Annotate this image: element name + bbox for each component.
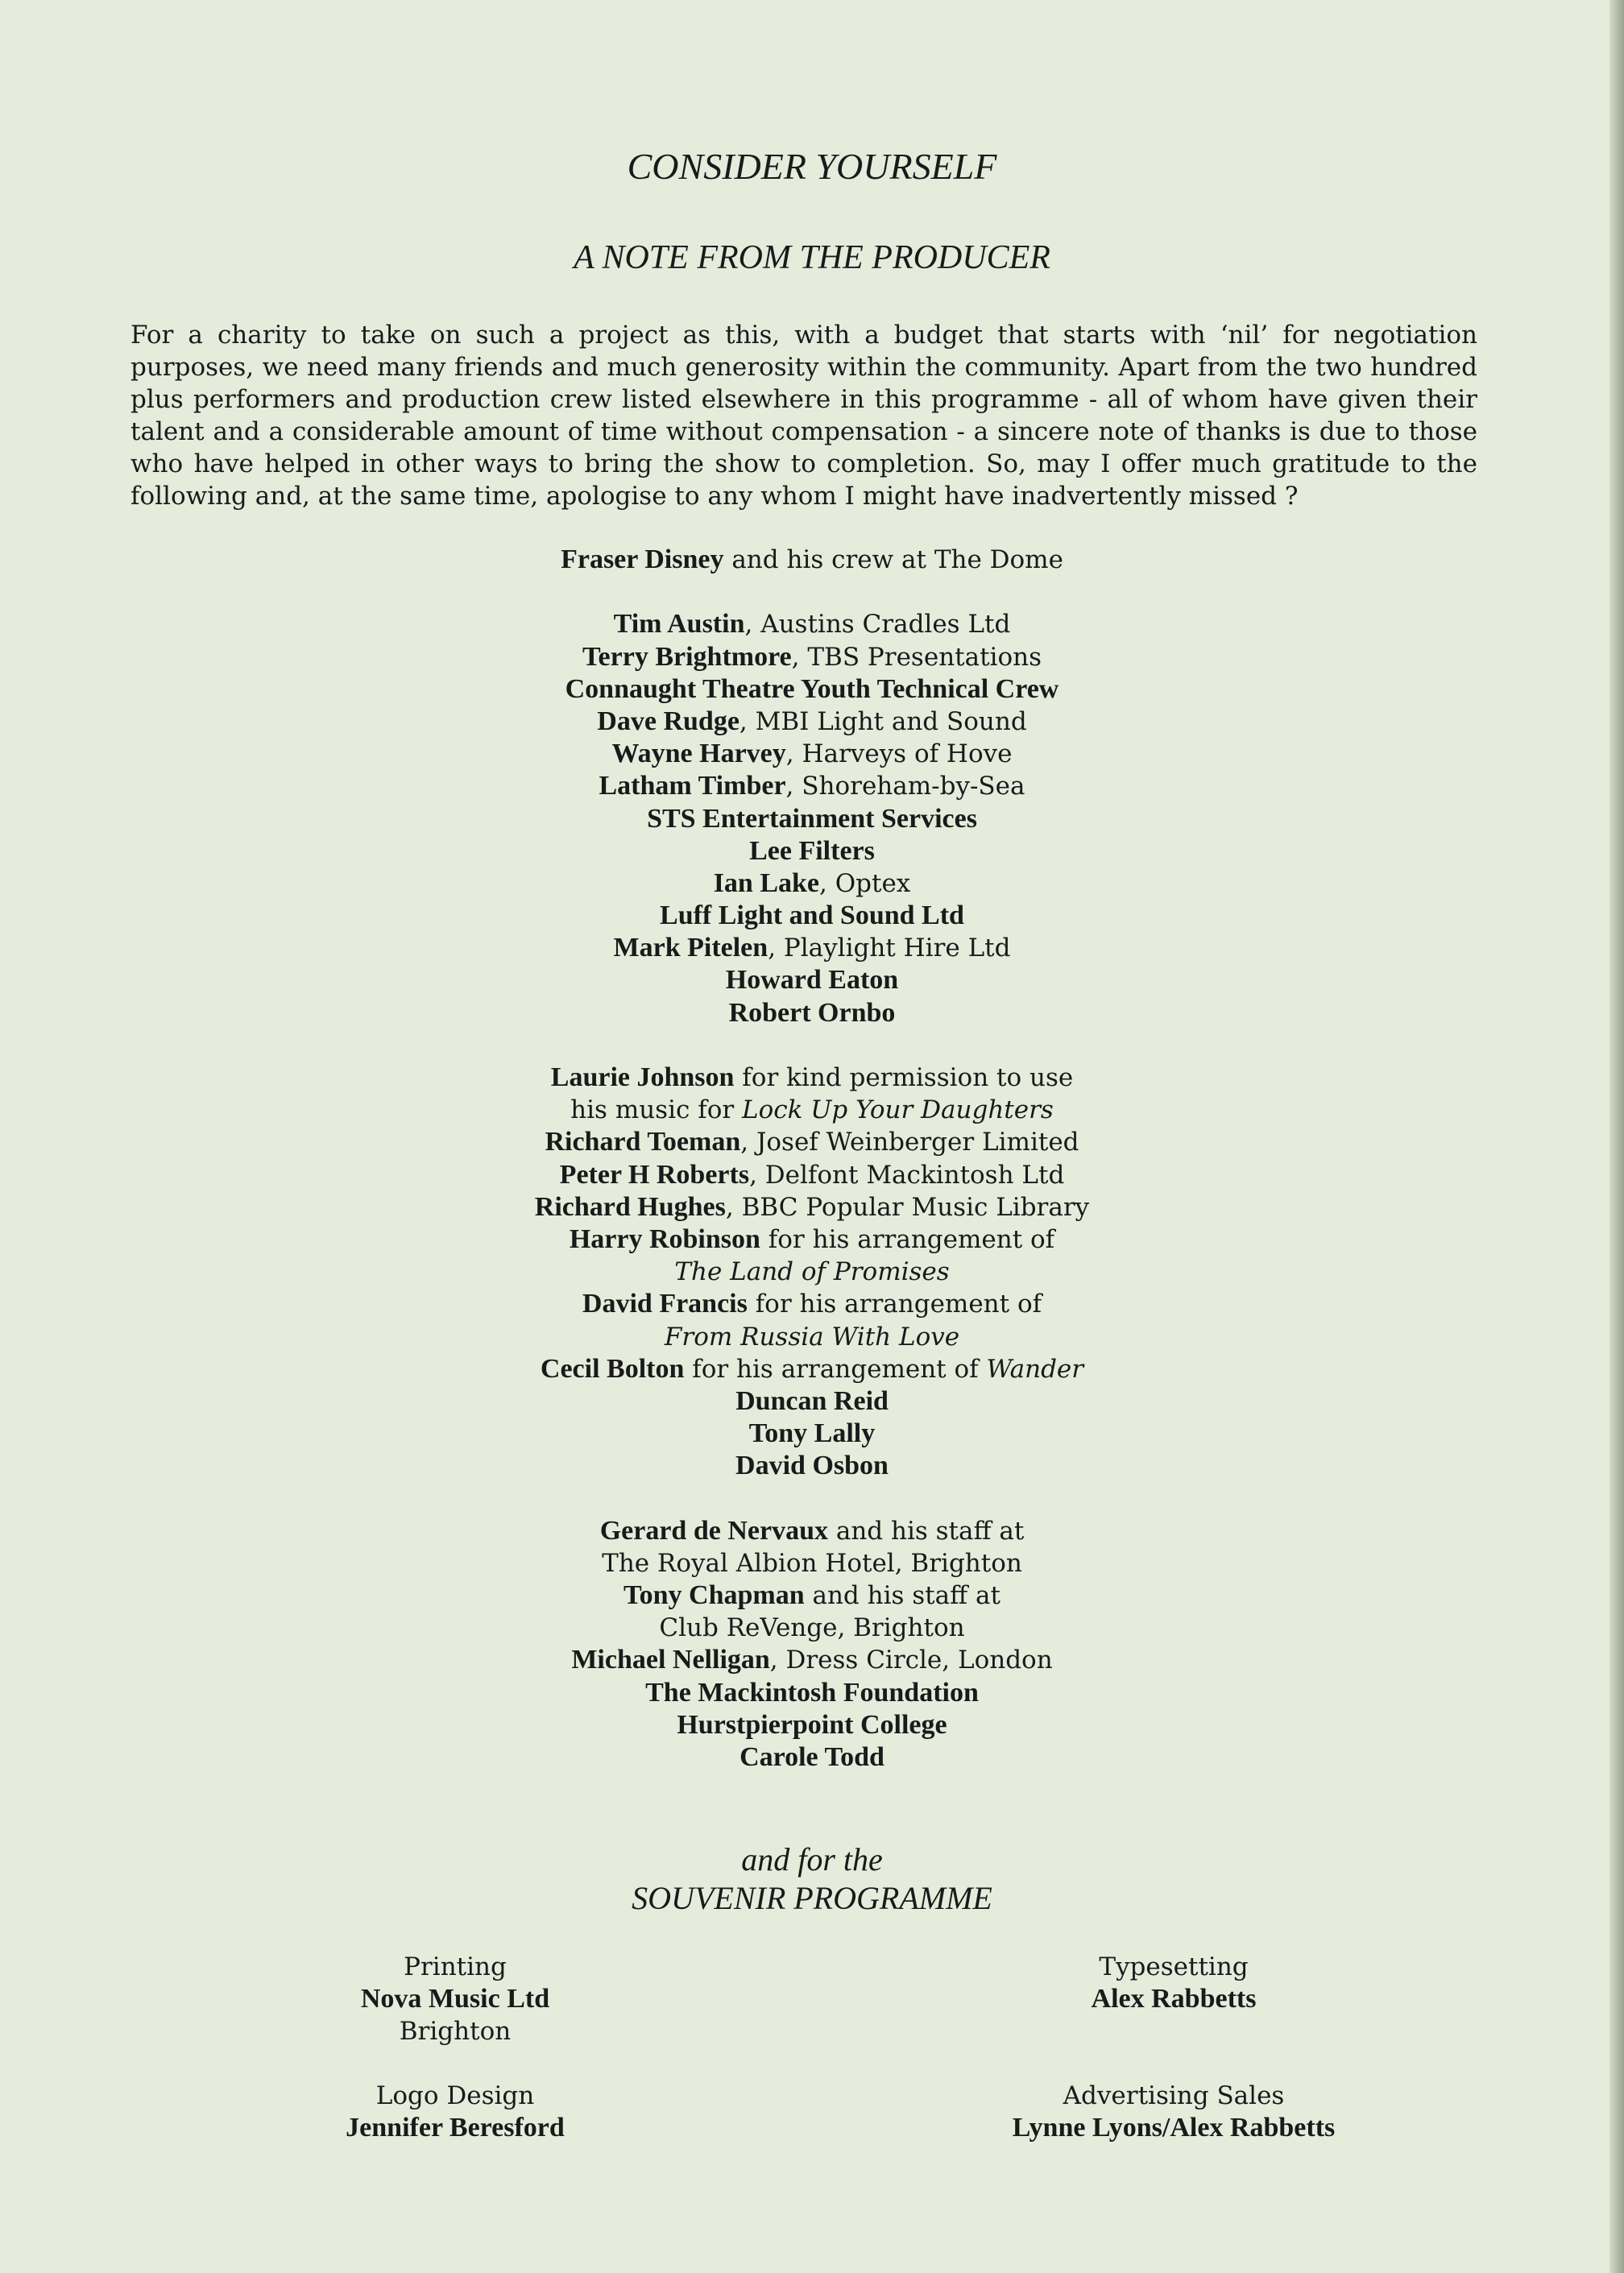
credit-line: The Land of Promises (674, 1257, 950, 1287)
credit-line: Peter H Roberts, Delfont Mackintosh Ltd (559, 1159, 1065, 1190)
credit-line: Tony Chapman and his staff at (624, 1580, 1000, 1610)
souvenir-heading: and for the SOUVENIR PROGRAMME (632, 1841, 992, 1916)
intro-paragraph: For a charity to take on such a project as this, with a budget that starts with ‘nil’ for negotiation purposes, we need many friends and much generosity within the community. Apart from the two hundred plus performers and production crew listed elsewhere in this programme - all of whom have given their talent and a considerable amount of time without compensation - a sincere note of thanks is due to those who have helped in other ways to bring the show to completion. So, may I offer much gratitude to the following and, at the same time, apologise to any whom I might have inadvertently missed ? (130, 321, 1477, 511)
credit-line: Laurie Johnson for kind permission to use (550, 1062, 1074, 1092)
credit-line: Connaught Theatre Youth Technical Crew (565, 673, 1059, 704)
credit-line: Tim Austin, Austins Cradles Ltd (613, 609, 1011, 640)
credit-line: Harry Robinson for his arrangement of (569, 1223, 1055, 1254)
credit-line: Fraser Disney and his crew at The Dome (561, 544, 1063, 574)
credit-line: Robert Ornbo (728, 997, 896, 1028)
credit-line: Club ReVenge, Brighton (659, 1613, 965, 1643)
page-title: CONSIDER YOURSELF (627, 146, 997, 187)
credit-line: Cecil Bolton for his arrangement of Wander (540, 1353, 1084, 1384)
credit-line: The Mackintosh Foundation (645, 1677, 979, 1708)
credit-line: The Royal Albion Hotel, Brighton (602, 1548, 1022, 1578)
credit-line: Dave Rudge, MBI Light and Sound (597, 706, 1027, 736)
credit-line: his music for Lock Up Your Daughters (570, 1095, 1054, 1125)
credit-line: Terry Brightmore, TBS Presentations (582, 641, 1042, 672)
credit-line: Hurstpierpoint College (677, 1709, 947, 1740)
credit-line: Mark Pitelen, Playlight Hire Ltd (613, 933, 1011, 963)
typesetting-credit: Typesetting Alex Rabbetts (1091, 1952, 1257, 2014)
credits-list (0, 544, 1624, 1774)
credit-line: David Osbon (735, 1451, 889, 1481)
credit-line: Richard Toeman, Josef Weinberger Limited (545, 1127, 1079, 1157)
credit-line: Lee Filters (749, 835, 875, 866)
advertising-sales-credit: Advertising Sales Lynne Lyons/Alex Rabbetts (1012, 2081, 1336, 2143)
credit-line: STS Entertainment Services (647, 803, 977, 834)
credit-line: Luff Light and Sound Ltd (660, 901, 964, 931)
credit-line: David Francis for his arrangement of (582, 1289, 1042, 1319)
credit-line: Tony Lally (748, 1418, 876, 1449)
credit-line: Michael Nelligan, Dress Circle, London (571, 1645, 1053, 1675)
credit-line: Carole Todd (740, 1741, 884, 1772)
credit-line: Ian Lake, Optex (713, 867, 911, 898)
credit-line: Howard Eaton (725, 965, 899, 996)
credit-line: Latham Timber, Shoreham-by-Sea (599, 771, 1025, 801)
credit-line: Richard Hughes, BBC Popular Music Library (534, 1191, 1090, 1222)
credit-line: Wayne Harvey, Harveys of Hove (611, 739, 1013, 769)
page-subtitle: A NOTE FROM THE PRODUCER (574, 239, 1050, 276)
logo-design-credit: Logo Design Jennifer Beresford (346, 2081, 565, 2143)
credit-line: From Russia With Love (664, 1322, 960, 1352)
printing-credit: Printing Nova Music Ltd Brighton (360, 1952, 550, 2046)
credit-line: Duncan Reid (735, 1385, 889, 1416)
credit-line: Gerard de Nervaux and his staff at (599, 1515, 1025, 1546)
